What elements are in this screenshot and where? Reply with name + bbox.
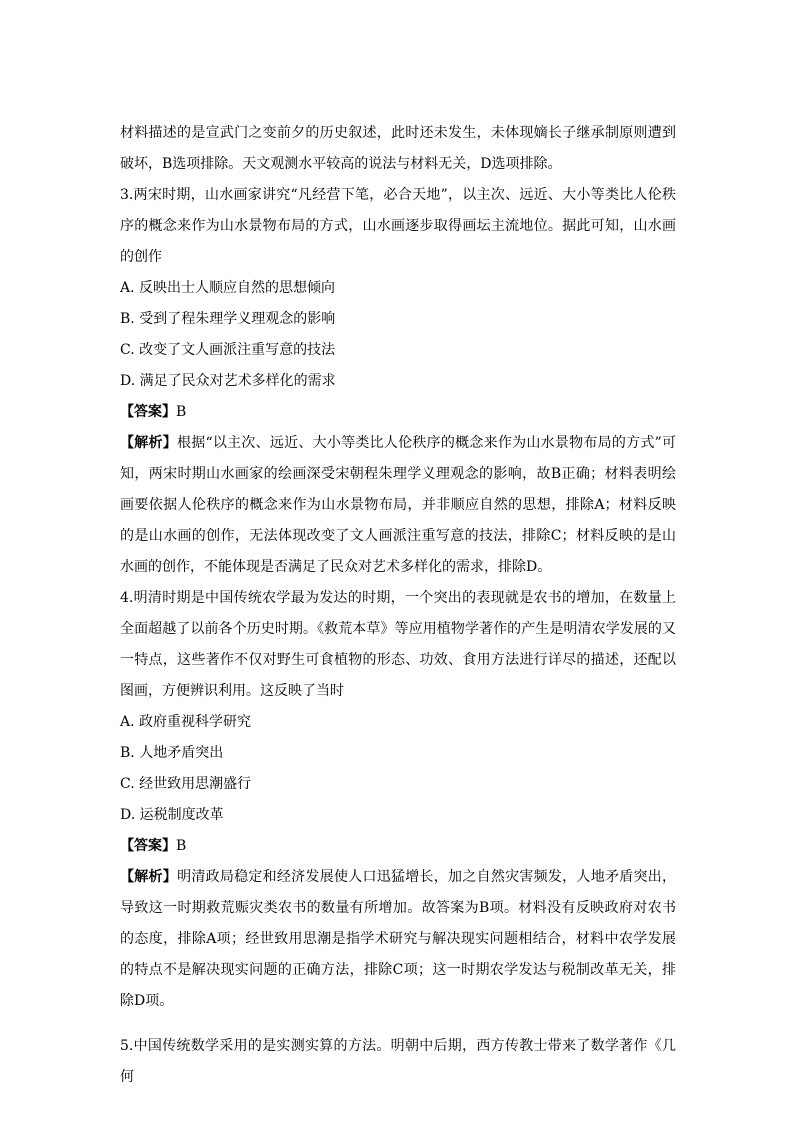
question-3-stem: 3.两宋时期，山水画家讲究“凡经营下笔，必合天地”，以主次、远近、大小等类比人伦秩序的概念来作为山水景物布局的方式，山水画逐步取得画坛主流地位。据此可知，山水画的创作 (120, 187, 676, 265)
prev-explanation-tail: 材料描述的是宣武门之变前夕的历史叙述，此时还未发生，未体现嫡长子继承制原则遭到破坏，B选项排除。天文观测水平较高的说法与材料无关，D选项排除。 (120, 125, 676, 172)
answer-value: B (176, 404, 187, 420)
analysis-label: 【解析】 (120, 435, 177, 451)
document-page (120, 118, 676, 1093)
question-4-option-d: D. 运税制度改革 (120, 807, 224, 823)
question-3-option-c: C. 改变了文人画派注重写意的技法 (120, 342, 336, 358)
spacer (120, 1017, 676, 1031)
question-3-option-a: A. 反映出士人顺应自然的思想倾向 (120, 280, 336, 296)
question-4-stem: 4.明清时期是中国传统农学最为发达的时期，一个突出的表现就是农书的增加，在数量上全面超越了以前各个历史时期。《救荒本草》等应用植物学著作的产生是明清农学发展的又一特点，这些著作不仅对野生可食植物的形态、功效、食用方法进行详尽的描述，还配以图画，方便辨识利用。这反映了当时 (120, 590, 676, 699)
question-3-answer (120, 397, 676, 428)
answer-label: 【答案】 (120, 838, 176, 854)
answer-label: 【答案】 (120, 404, 176, 420)
question-5 (120, 1031, 676, 1093)
question-3 (120, 180, 676, 583)
question-4-answer (120, 831, 676, 862)
answer-value: B (176, 838, 187, 854)
question-3-option-b: B. 受到了程朱理学义理观念的影响 (120, 311, 336, 327)
question-3-analysis (120, 428, 676, 583)
analysis-text: 根据“以主次、远近、大小等类比人伦秩序的概念来作为山水景物布局的方式”可知，两宋时期山水画家的绘画深受宋朝程朱理学义理观念的影响，故B正确；材料表明绘画要依据人伦秩序的概念来作为山水景物布局，并非顺应自然的思想，排除A；材料反映的是山水画的创作，无法体现改变了文人画派注重写意的技法，排除C；材料反映的是山水画的创作，不能体现是否满足了民众对艺术多样化的需求，排除D。 (120, 435, 677, 575)
question-4 (120, 583, 676, 1017)
analysis-label: 【解析】 (120, 869, 178, 885)
question-3-option-d: D. 满足了民众对艺术多样化的需求 (120, 373, 336, 389)
question-4-option-c: C. 经世致用思潮盛行 (120, 776, 252, 792)
question-4-analysis (120, 862, 676, 1017)
question-4-option-a: A. 政府重视科学研究 (120, 714, 252, 730)
question-4-option-b: B. 人地矛盾突出 (120, 745, 224, 761)
question-5-stem: 5.中国传统数学采用的是实测实算的方法。明朝中后期，西方传教士带来了数学著作《几何 (120, 1038, 676, 1085)
analysis-text: 明清政局稳定和经济发展使人口迅猛增长，加之自然灾害频发，人地矛盾突出，导致这一时期救荒赈灾类农书的数量有所增加。故答案为B项。材料没有反映政府对农书的态度，排除A项；经世致用思潮是指学术研究与解决现实问题相结合，材料中农学发展的特点不是解决现实问题的正确方法，排除C项；这一时期农学发达与税制改革无关，排除D项。 (120, 869, 677, 1009)
